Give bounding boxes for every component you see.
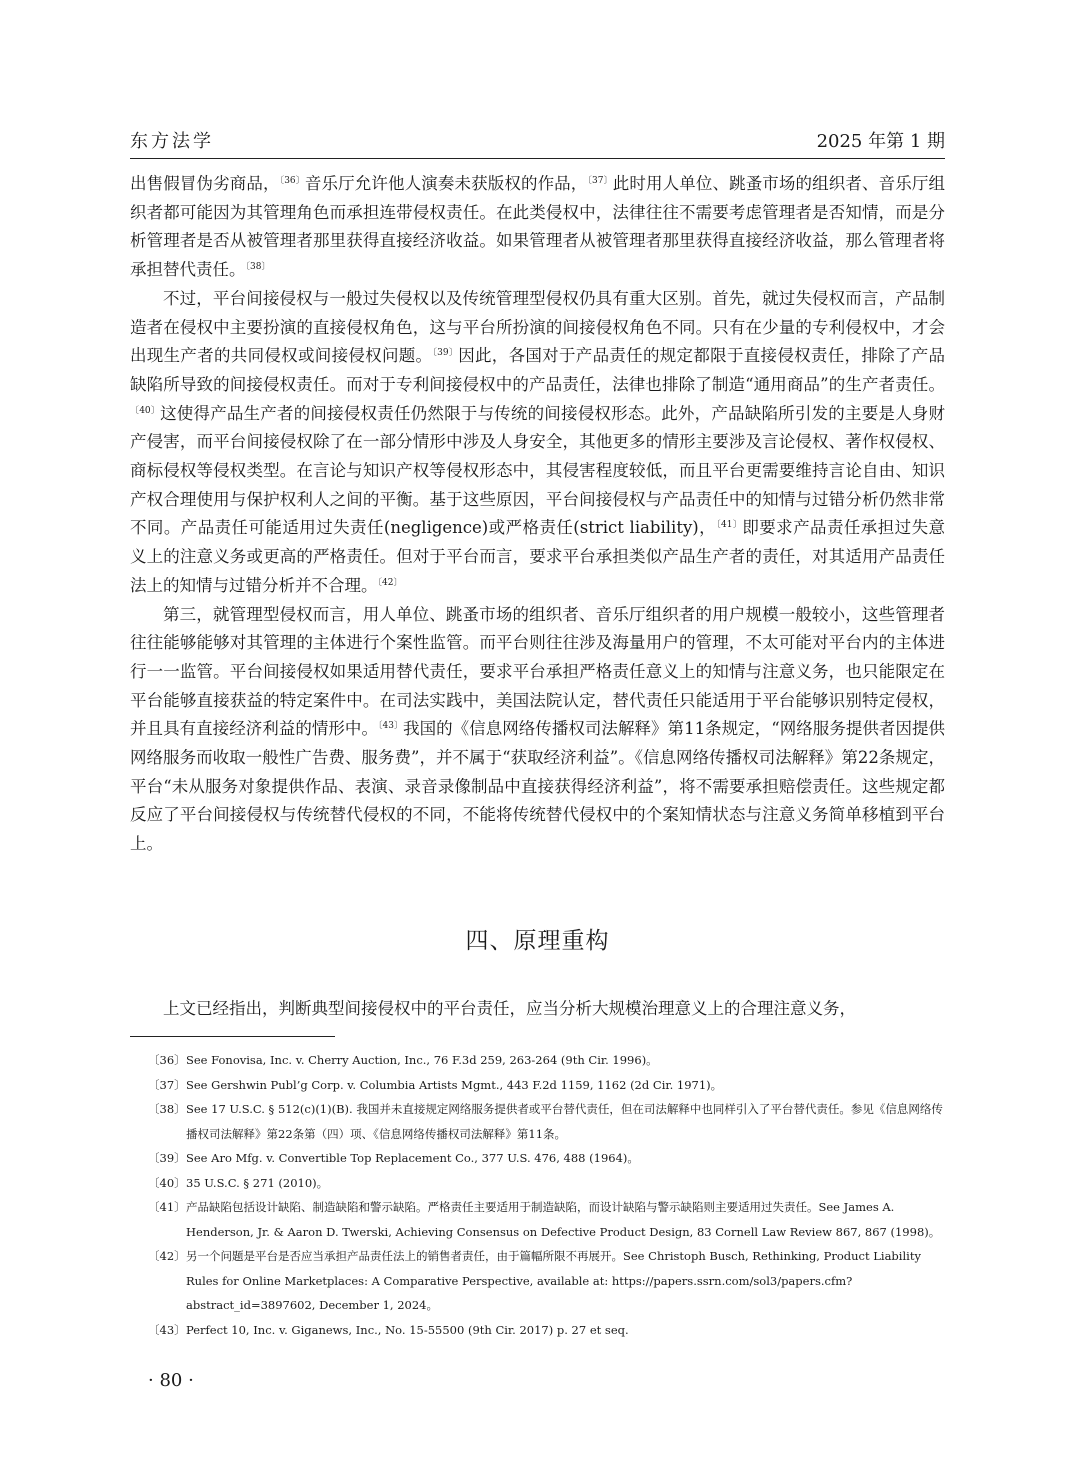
footnote-number: 〔36〕	[148, 1053, 186, 1067]
footnote-42	[148, 1244, 948, 1318]
footnote-number: 〔42〕	[148, 1249, 186, 1263]
footnotes	[148, 1048, 948, 1342]
footnote-37	[148, 1073, 948, 1098]
issue-label: 2025 年第 1 期	[816, 131, 945, 152]
paragraph-1: 出售假冒伪劣商品，$^{〔36〕}$音乐厅允许他人演奏未获版权的作品，$^{〔37〕}$此时用人单位、跳蚤市场的组织者、音乐厅组织者都可能因为其管理角色而承担连带侵权责任。在此类侵权中，法律往往不需要考虑管理者是否知情，而是分析管理者是否从被管理者那里获得直接经济收益。如果管理者从被管理者那里获得直接经济收益，那么管理者将承担替代责任。$^{〔38〕}$	[130, 174, 946, 280]
footnote-38	[148, 1097, 948, 1146]
section-heading: 四、原理重构	[465, 928, 610, 954]
footnote-ref-43[interactable]: 〔43〕	[377, 721, 404, 732]
footnote-39	[148, 1146, 948, 1171]
journal-name: 东方法学	[130, 131, 214, 152]
body-text	[130, 170, 945, 859]
footnote-ref-36[interactable]: 〔36〕	[279, 176, 305, 186]
footnote-text: See Fonovisa, Inc. v. Cherry Auction, Inc., 76 F.3d 259, 263-264 (9th Cir. 1996)。	[186, 1053, 658, 1067]
footnote-ref-40[interactable]: 〔40〕	[130, 405, 161, 416]
footnote-number: 〔37〕	[148, 1077, 186, 1092]
footnote-ref-39[interactable]: 〔39〕	[432, 348, 459, 359]
footnote-text: See Gershwin Publ’g Corp. v. Columbia Artists Mgmt., 443 F.2d 1159, 1162 (2d Cir. 1971)。	[186, 1077, 723, 1092]
footnote-text: See 17 U.S.C. § 512(c)(1)(B). 我国并未直接规定网络服务提供者或平台替代责任，但在司法解释中也同样引入了平台替代责任。参见《信息网络传播权司法解释》第22条第（四）项、《信息网络传播权司法解释》第11条。	[186, 1102, 943, 1141]
footnote-text: 另一个问题是平台是否应当承担产品责任法上的销售者责任，由于篇幅所限不再展开。See Christoph Busch, Rethinking, Product Liability Rules for Online Marketplaces: A Comparative Perspective, available at: https://papers.ssrn.com/sol3/papers.cfm?abstract_id=3897602, December 1, 2024。	[186, 1249, 921, 1312]
footnote-number: 〔43〕	[148, 1322, 186, 1337]
footnote-ref-37[interactable]: 〔37〕	[587, 176, 613, 186]
paragraph-3: 第三，就管理型侵权而言，用人单位、跳蚤市场的组织者、音乐厅组织者的用户规模一般较小，这些管理者往往能够能够对其管理的主体进行个案性监管。而平台则往往涉及海量用户的管理，不太可能对平台内的主体进行一一监管。平台间接侵权如果适用替代责任，要求平台承担严格责任意义上的知情与注意义务，也只能限定在平台能够直接获益的特定案件中。在司法实践中，美国法院认定，替代责任只能适用于平台能够识别特定侵权，并且具有直接经济利益的情形中。$^{〔43〕}$我国的《信息网络传播权司法解释》第11条规定，“网络服务提供者因提供网络服务而收取一般性广告费、服务费”，并不属于“获取经济利益”。《信息网络传播权司法解释》第22条规定，平台“未从服务对象提供作品、表演、录音录像制品中直接获得经济利益”，将不需要承担赔偿责任。这些规定都反应了平台间接侵权与传统替代侵权的不同，不能将传统替代侵权中的个案知情状态与注意义务简单移植到平台上。	[130, 604, 946, 854]
footnote-ref-41[interactable]: 〔41〕	[716, 520, 743, 531]
footnote-36	[148, 1048, 948, 1073]
footnote-number: 〔39〕	[148, 1151, 186, 1165]
footnote-text: 35 U.S.C. § 271 (2010)。	[186, 1175, 329, 1190]
running-header	[130, 127, 945, 157]
paragraph-2: 不过，平台间接侵权与一般过失侵权以及传统管理型侵权仍具有重大区别。首先，就过失侵权而言，产品制造者在侵权中主要扮演的直接侵权角色，这与平台所扮演的间接侵权角色不同。只有在少量的专利侵权中，才会出现生产者的共同侵权或间接侵权问题。$^{〔39〕}$因此，各国对于产品责任的规定都限于直接侵权责任，排除了产品缺陷所导致的间接侵权责任。而对于专利间接侵权中的产品责任，法律也排除了制造“通用商品”的生产者责任。$^{〔40〕}$这使得产品生产者的间接侵权责任仍然限于与传统的间接侵权形态。此外，产品缺陷所引发的主要是人身财产侵害，而平台间接侵权除了在一部分情形中涉及人身安全，其他更多的情形主要涉及言论侵权、著作权侵权、商标侵权等侵权类型。在言论与知识产权等侵权形态中，其侵害程度较低，而且平台更需要维持言论自由、知识产权合理使用与保护权利人之间的平衡。基于这些原因，平台间接侵权与产品责任中的知情与过错分析仍然非常不同。产品责任可能适用过失责任(negligence)或严格责任(strict liability)，$^{〔41〕}$即要求产品责任承担过失意义上的注意义务或更高的严格责任。但对于平台而言，要求平台承担类似产品生产者的责任，对其适用产品责任法上的知情与过错分析并不合理。$^{〔42〕}$	[130, 288, 946, 595]
lead-sentence: 上文已经指出，判断典型间接侵权中的平台责任，应当分析大规模治理意义上的合理注意义务，	[163, 999, 856, 1018]
footnote-text: Perfect 10, Inc. v. Giganews, Inc., No. 15-55500 (9th Cir. 2017) p. 27 et seq.	[186, 1322, 629, 1337]
footnote-text: See Aro Mfg. v. Convertible Top Replacement Co., 377 U.S. 476, 488 (1964)。	[186, 1151, 639, 1165]
footnote-ref-42[interactable]: 〔42〕	[377, 577, 403, 588]
footnote-43	[148, 1318, 948, 1343]
footnote-number: 〔40〕	[148, 1175, 186, 1190]
page-number: · 80 ·	[148, 1370, 194, 1391]
header-rule	[130, 158, 945, 159]
footnote-ref-38[interactable]: 〔38〕	[245, 262, 271, 273]
footnote-number: 〔38〕	[148, 1102, 186, 1116]
footnote-text: 产品缺陷包括设计缺陷、制造缺陷和警示缺陷。严格责任主要适用于制造缺陷，而设计缺陷与警示缺陷则主要适用过失责任。See James A. Henderson, Jr. & Aaron D. Twerski, Achieving Consensus on Defective Product Design, 83 Cornell Law Review 867, 867 (1998)。	[186, 1200, 941, 1239]
footnote-40	[148, 1171, 948, 1196]
footnote-rule	[130, 1036, 335, 1037]
footnote-41	[148, 1195, 948, 1244]
footnote-number: 〔41〕	[148, 1200, 186, 1214]
